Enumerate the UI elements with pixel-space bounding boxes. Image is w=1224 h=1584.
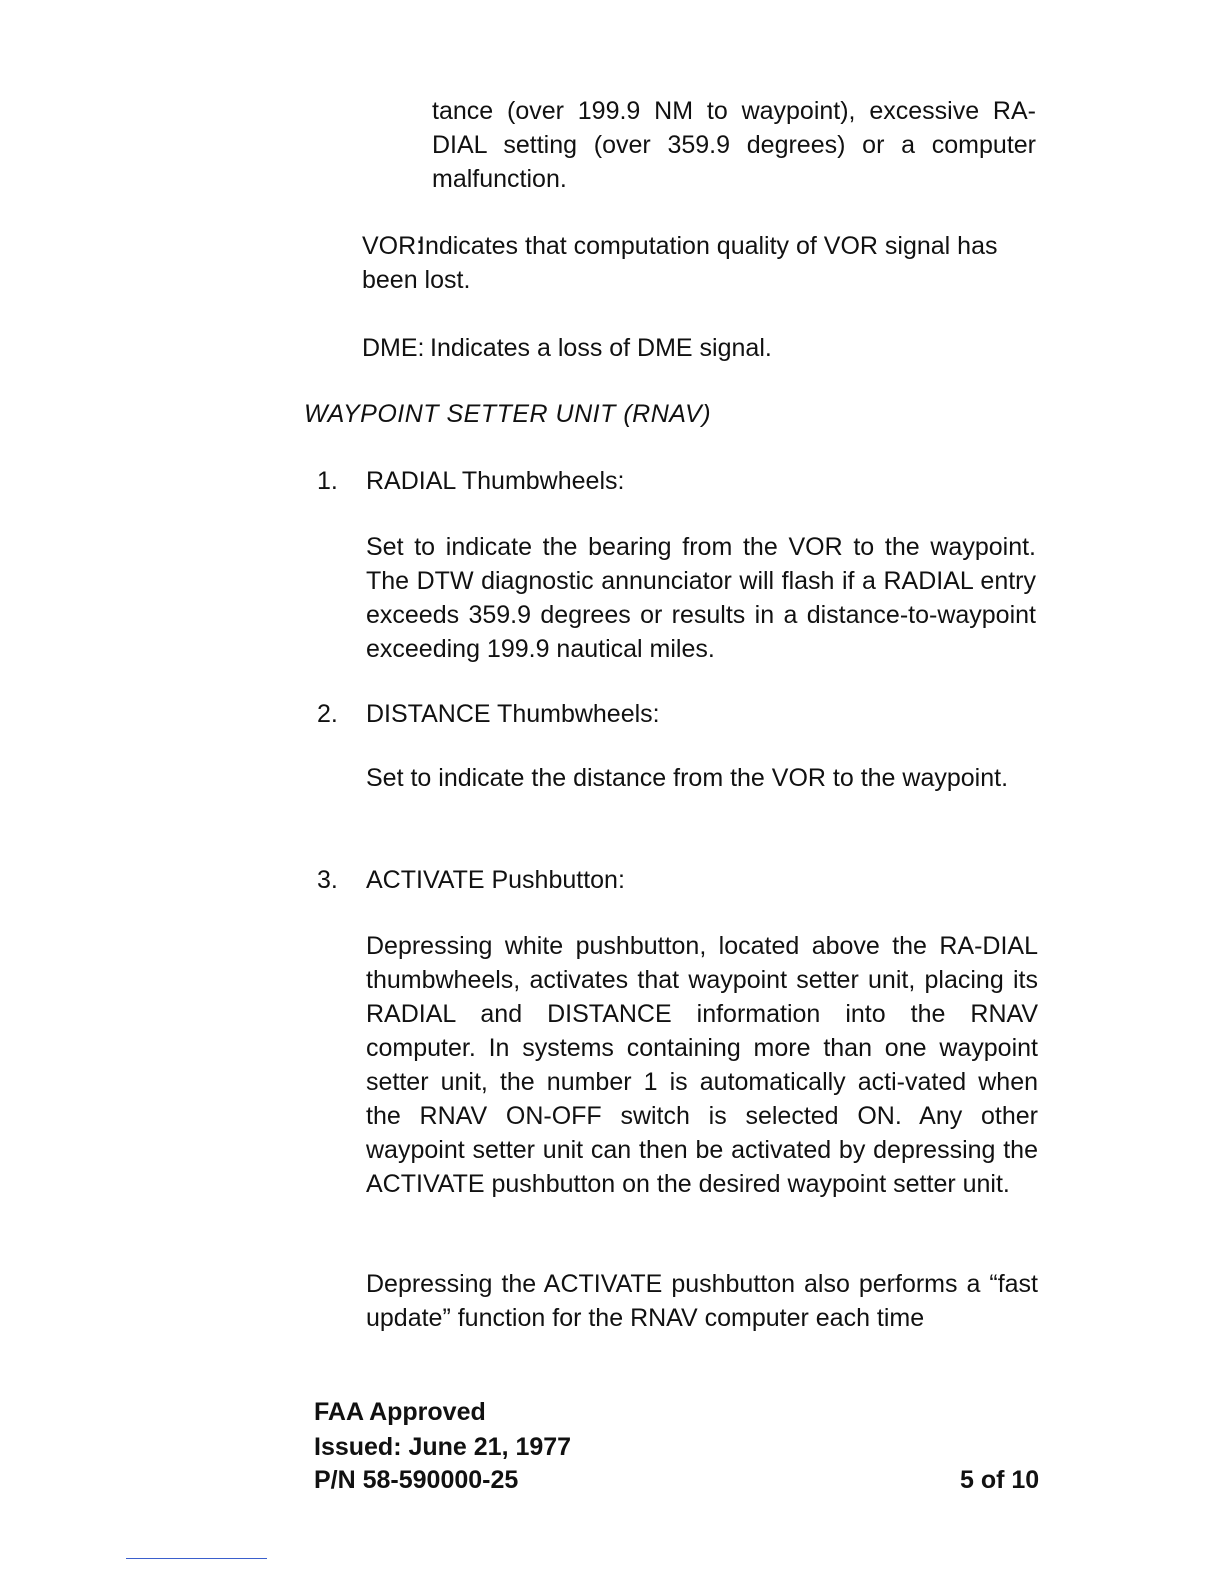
footer-page-number: 5 of 10 bbox=[960, 1466, 1040, 1494]
footer-approval: FAA Approved bbox=[314, 1398, 486, 1426]
item-1-title: RADIAL Thumbwheels: bbox=[366, 467, 625, 495]
item-1-paragraph: Set to indicate the bearing from the VOR to the waypoint. The DTW diagnostic annunciator will flash if a RADIAL entry exceeds 359.9 degrees or results in a distance-to-waypoint exceeding 199.9 nautical miles. bbox=[366, 533, 1036, 663]
item-2-number: 2. bbox=[317, 700, 338, 728]
item-2-paragraph: Set to indicate the distance from the VOR to the waypoint. bbox=[366, 764, 1009, 792]
vor-description-wrapper bbox=[362, 229, 1036, 297]
item-3-number: 3. bbox=[317, 866, 338, 894]
item-3-paragraph-2: Depressing the ACTIVATE pushbutton also performs a “fast update” function for the RNAV computer each time bbox=[366, 1270, 1038, 1332]
item-2-title: DISTANCE Thumbwheels: bbox=[366, 700, 660, 728]
dme-description: Indicates a loss of DME signal. bbox=[430, 334, 772, 362]
footer-part-number: P/N 58-590000-25 bbox=[314, 1466, 519, 1494]
vor-description: Indicates that computation quality of VOR signal has been lost. bbox=[362, 232, 998, 294]
continuation-paragraph: tance (over 199.9 NM to waypoint), excessive RA-DIAL setting (over 359.9 degrees) or a computer malfunction. bbox=[432, 97, 1036, 193]
dme-label: DME: bbox=[362, 334, 425, 362]
item-3-title: ACTIVATE Pushbutton: bbox=[366, 866, 625, 894]
item-1-number: 1. bbox=[317, 467, 338, 495]
vor-label: VOR: bbox=[362, 232, 424, 260]
item-3-paragraph-1: Depressing white pushbutton, located above the RA-DIAL thumbwheels, activates that waypoint setter unit, placing its RADIAL and DISTANCE information into the RNAV computer. In systems containing more than one waypoint setter unit, the number 1 is automatically acti-vated when the RNAV ON-OFF switch is selected ON. Any other waypoint setter unit can then be activated by depressing the ACTIVATE pushbutton on the desired waypoint setter unit. bbox=[366, 932, 1038, 1198]
bottom-rule bbox=[126, 1558, 267, 1559]
section-heading: WAYPOINT SETTER UNIT (RNAV) bbox=[304, 400, 712, 428]
footer-issued-date: Issued: June 21, 1977 bbox=[314, 1433, 572, 1461]
